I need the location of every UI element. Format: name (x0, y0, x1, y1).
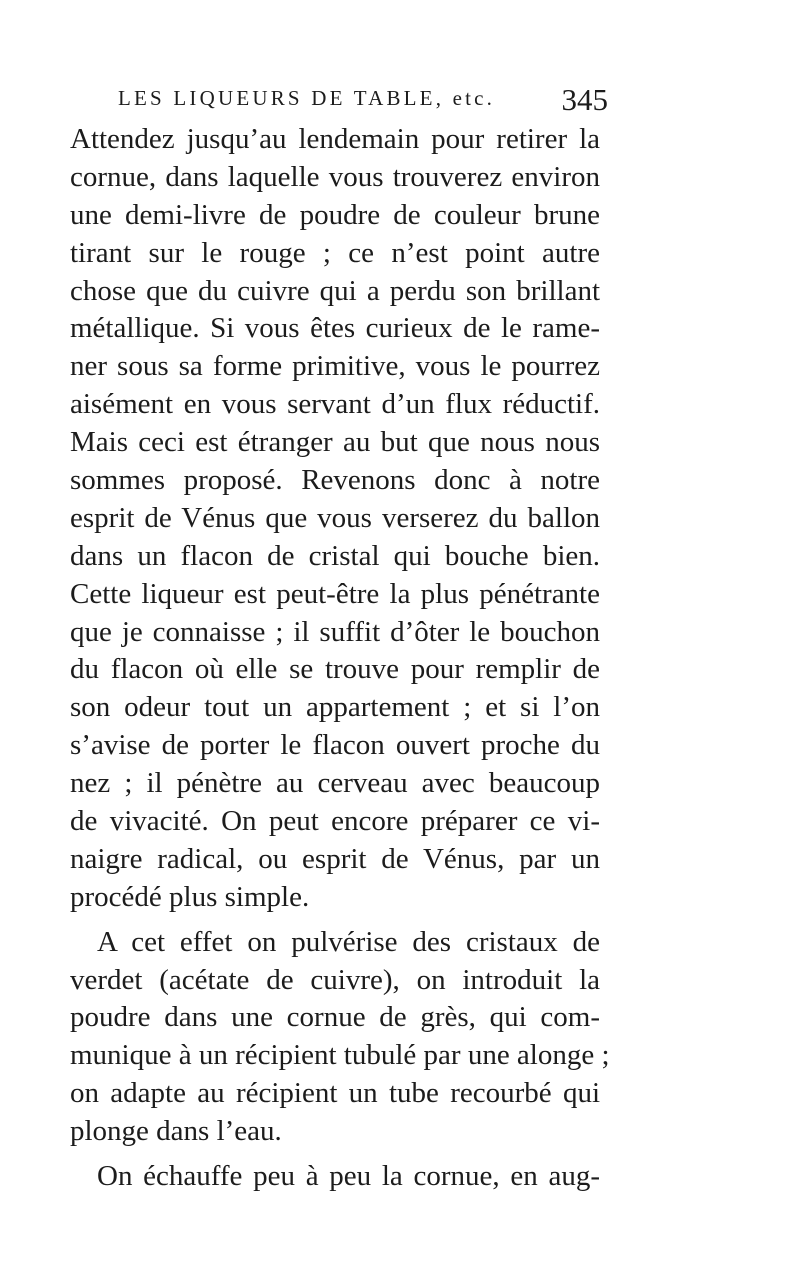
page-number: 345 (561, 82, 608, 117)
body-text (70, 121, 610, 1196)
text-line: ner sous sa forme primitive, vous le pourrez (70, 350, 600, 383)
text-line: On échauffe peu à peu la cornue, en aug- (97, 1160, 600, 1193)
text-line: sommes proposé. Revenons donc à notre (70, 464, 600, 497)
text-line: dans un flacon de cristal qui bouche bien. (70, 539, 600, 572)
text-line: nez ; il pénètre au cerveau avec beaucoup (70, 767, 600, 800)
text-line: naigre radical, ou esprit de Vénus, par un (70, 842, 600, 875)
text-line: plonge dans l’eau. (70, 1115, 282, 1148)
text-line: tirant sur le rouge ; ce n’est point autre (70, 236, 600, 269)
text-line: on adapte au récipient un tube recourbé qui (70, 1077, 600, 1110)
text-line: que je connaisse ; il suffit d’ôter le bouchon (70, 615, 600, 648)
paragraph (70, 1158, 600, 1196)
text-line: du flacon où elle se trouve pour remplir de (70, 653, 600, 686)
paragraph (70, 121, 600, 917)
text-line: son odeur tout un appartement ; et si l’on (70, 691, 600, 724)
text-line: Cette liqueur est peut-être la plus pénétrante (70, 577, 600, 610)
text-line: cornue, dans laquelle vous trouverez environ (70, 160, 600, 193)
running-head (118, 82, 608, 118)
text-line: munique à un récipient tubulé par une alonge ; (70, 1039, 610, 1072)
text-line: Mais ceci est étranger au but que nous nous (70, 426, 600, 459)
running-title: LES LIQUEURS DE TABLE, etc. (118, 86, 496, 110)
text-line: métallique. Si vous êtes curieux de le rame- (70, 312, 600, 345)
text-line: Attendez jusqu’au lendemain pour retirer la (70, 123, 600, 155)
text-line: verdet (acétate de cuivre), on introduit la (70, 963, 600, 996)
text-line: procédé plus simple. (70, 880, 310, 913)
text-line: une demi-livre de poudre de couleur brune (70, 198, 600, 231)
text-line: poudre dans une cornue de grès, qui com- (70, 1001, 600, 1034)
text-line: A cet effet on pulvérise des cristaux de (97, 925, 600, 958)
text-line: esprit de Vénus que vous verserez du ballon (70, 501, 600, 534)
text-line: aisément en vous servant d’un flux réductif. (70, 388, 600, 421)
paragraph (70, 924, 610, 1151)
text-line: chose que du cuivre qui a perdu son brillant (70, 274, 600, 307)
text-line: de vivacité. On peut encore préparer ce vi- (70, 805, 600, 838)
text-line: s’avise de porter le flacon ouvert proche du (70, 729, 600, 762)
